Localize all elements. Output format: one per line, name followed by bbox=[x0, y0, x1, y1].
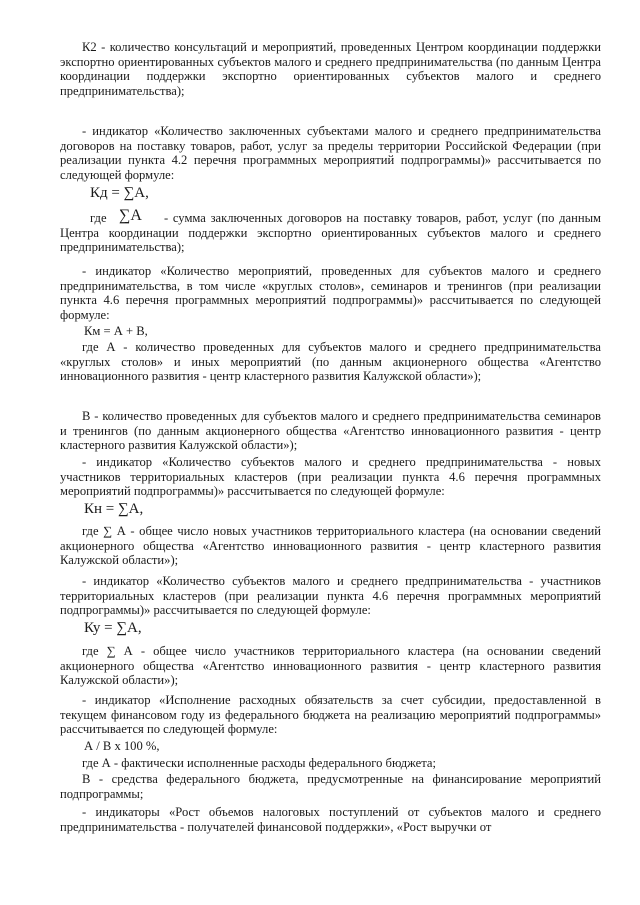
paragraph-indicator-cluster-members: - индикатор «Количество субъектов малого и среднего предпринимательства - участников территориальных кластеров (при реализации пункта 4.6 перечня программных мероприятий подпрограммы)» рассчитывается по следующей формуле: bbox=[60, 574, 601, 618]
paragraph-k2: К2 - количество консультаций и мероприятий, проведенных Центром координации поддержки экспортно ориентированных субъектов малого и среднего предпринимательства (по данным Центра координации поддержки экспортно ориентированных субъектов малого и среднего предпринимательства); bbox=[60, 40, 601, 98]
formula-ku: Ку = ∑А, bbox=[84, 620, 142, 636]
paragraph-indicator-new-cluster-members: - индикатор «Количество субъектов малого и среднего предпринимательства - новых участников территориальных кластеров (при реализации пункта 4.6 перечня программных мероприятий подпрограммы)» рассчитывается по следующей формуле: bbox=[60, 455, 601, 499]
formula-kd-where: где bbox=[90, 211, 107, 225]
paragraph-indicators-tax-growth: - индикаторы «Рост объемов налоговых поступлений от субъектов малого и среднего предпринимательства - получателей финансовой поддержки», «Рост выручки от bbox=[60, 805, 601, 834]
formula-kn: Кн = ∑А, bbox=[84, 501, 144, 517]
formula-kd-sigma: ∑А bbox=[119, 207, 142, 224]
paragraph-km-b: В - количество проведенных для субъектов малого и среднего предпринимательства семинаров и тренингов (по данным акционерного общества «Агентство инновационного развития - центр кластерного развития Калужской области»); bbox=[60, 409, 601, 453]
paragraph-indicator-expenditure: - индикатор «Исполнение расходных обязательств за счет субсидии, предоставленной в текущем финансовом году из федерального бюджета на реализацию мероприятий подпрограммы» рассчитывается по следующей формуле: bbox=[60, 693, 601, 737]
paragraph-percent-a: где А - фактически исполненные расходы федерального бюджета; bbox=[82, 756, 437, 770]
formula-kd: Кд = ∑А, bbox=[90, 185, 149, 201]
paragraph-indicator-export-contracts: - индикатор «Количество заключенных субъектами малого и среднего предпринимательства договоров на поставку товаров, работ, услуг за пределы территории Российской Федерации (при реализации пункта 4.2 перечня программных мероприятий подпрограммы)» рассчитывается по следующей формуле: bbox=[60, 124, 601, 182]
paragraph-ku-description: где ∑ А - общее число участников территориального кластера (на основании сведений акционерного общества «Агентство инновационного развития - центр кластерного развития Калужской области»); bbox=[60, 644, 601, 688]
formula-percent: А / В х 100 %, bbox=[84, 739, 160, 753]
paragraph-km-a: где А - количество проведенных для субъектов малого и среднего предпринимательства «круглых столов» и иных мероприятий (по данным акционерного общества «Агентство инновационного развития - центр кластерного развития Калужской области»); bbox=[60, 340, 601, 384]
paragraph-percent-b: В - средства федерального бюджета, предусмотренные на финансирование мероприятий подпрограммы; bbox=[60, 772, 601, 801]
paragraph-kd-description: - сумма заключенных договоров на поставку товаров, работ, услуг (по данным Центра координации поддержки экспортно ориентированных субъектов малого и среднего предпринимательства); bbox=[60, 211, 601, 255]
formula-km: Км = А + В, bbox=[84, 324, 148, 338]
paragraph-indicator-events: - индикатор «Количество мероприятий, проведенных для субъектов малого и среднего предпринимательства, в том числе «круглых столов», семинаров и тренингов (при реализации пункта 4.6 перечня программных мероприятий подпрограммы)» рассчитывается по следующей формуле: bbox=[60, 264, 601, 322]
paragraph-kn-description: где ∑ А - общее число новых участников территориального кластера (на основании сведений акционерного общества «Агентство инновационного развития - центр кластерного развития Калужской области»); bbox=[60, 524, 601, 568]
